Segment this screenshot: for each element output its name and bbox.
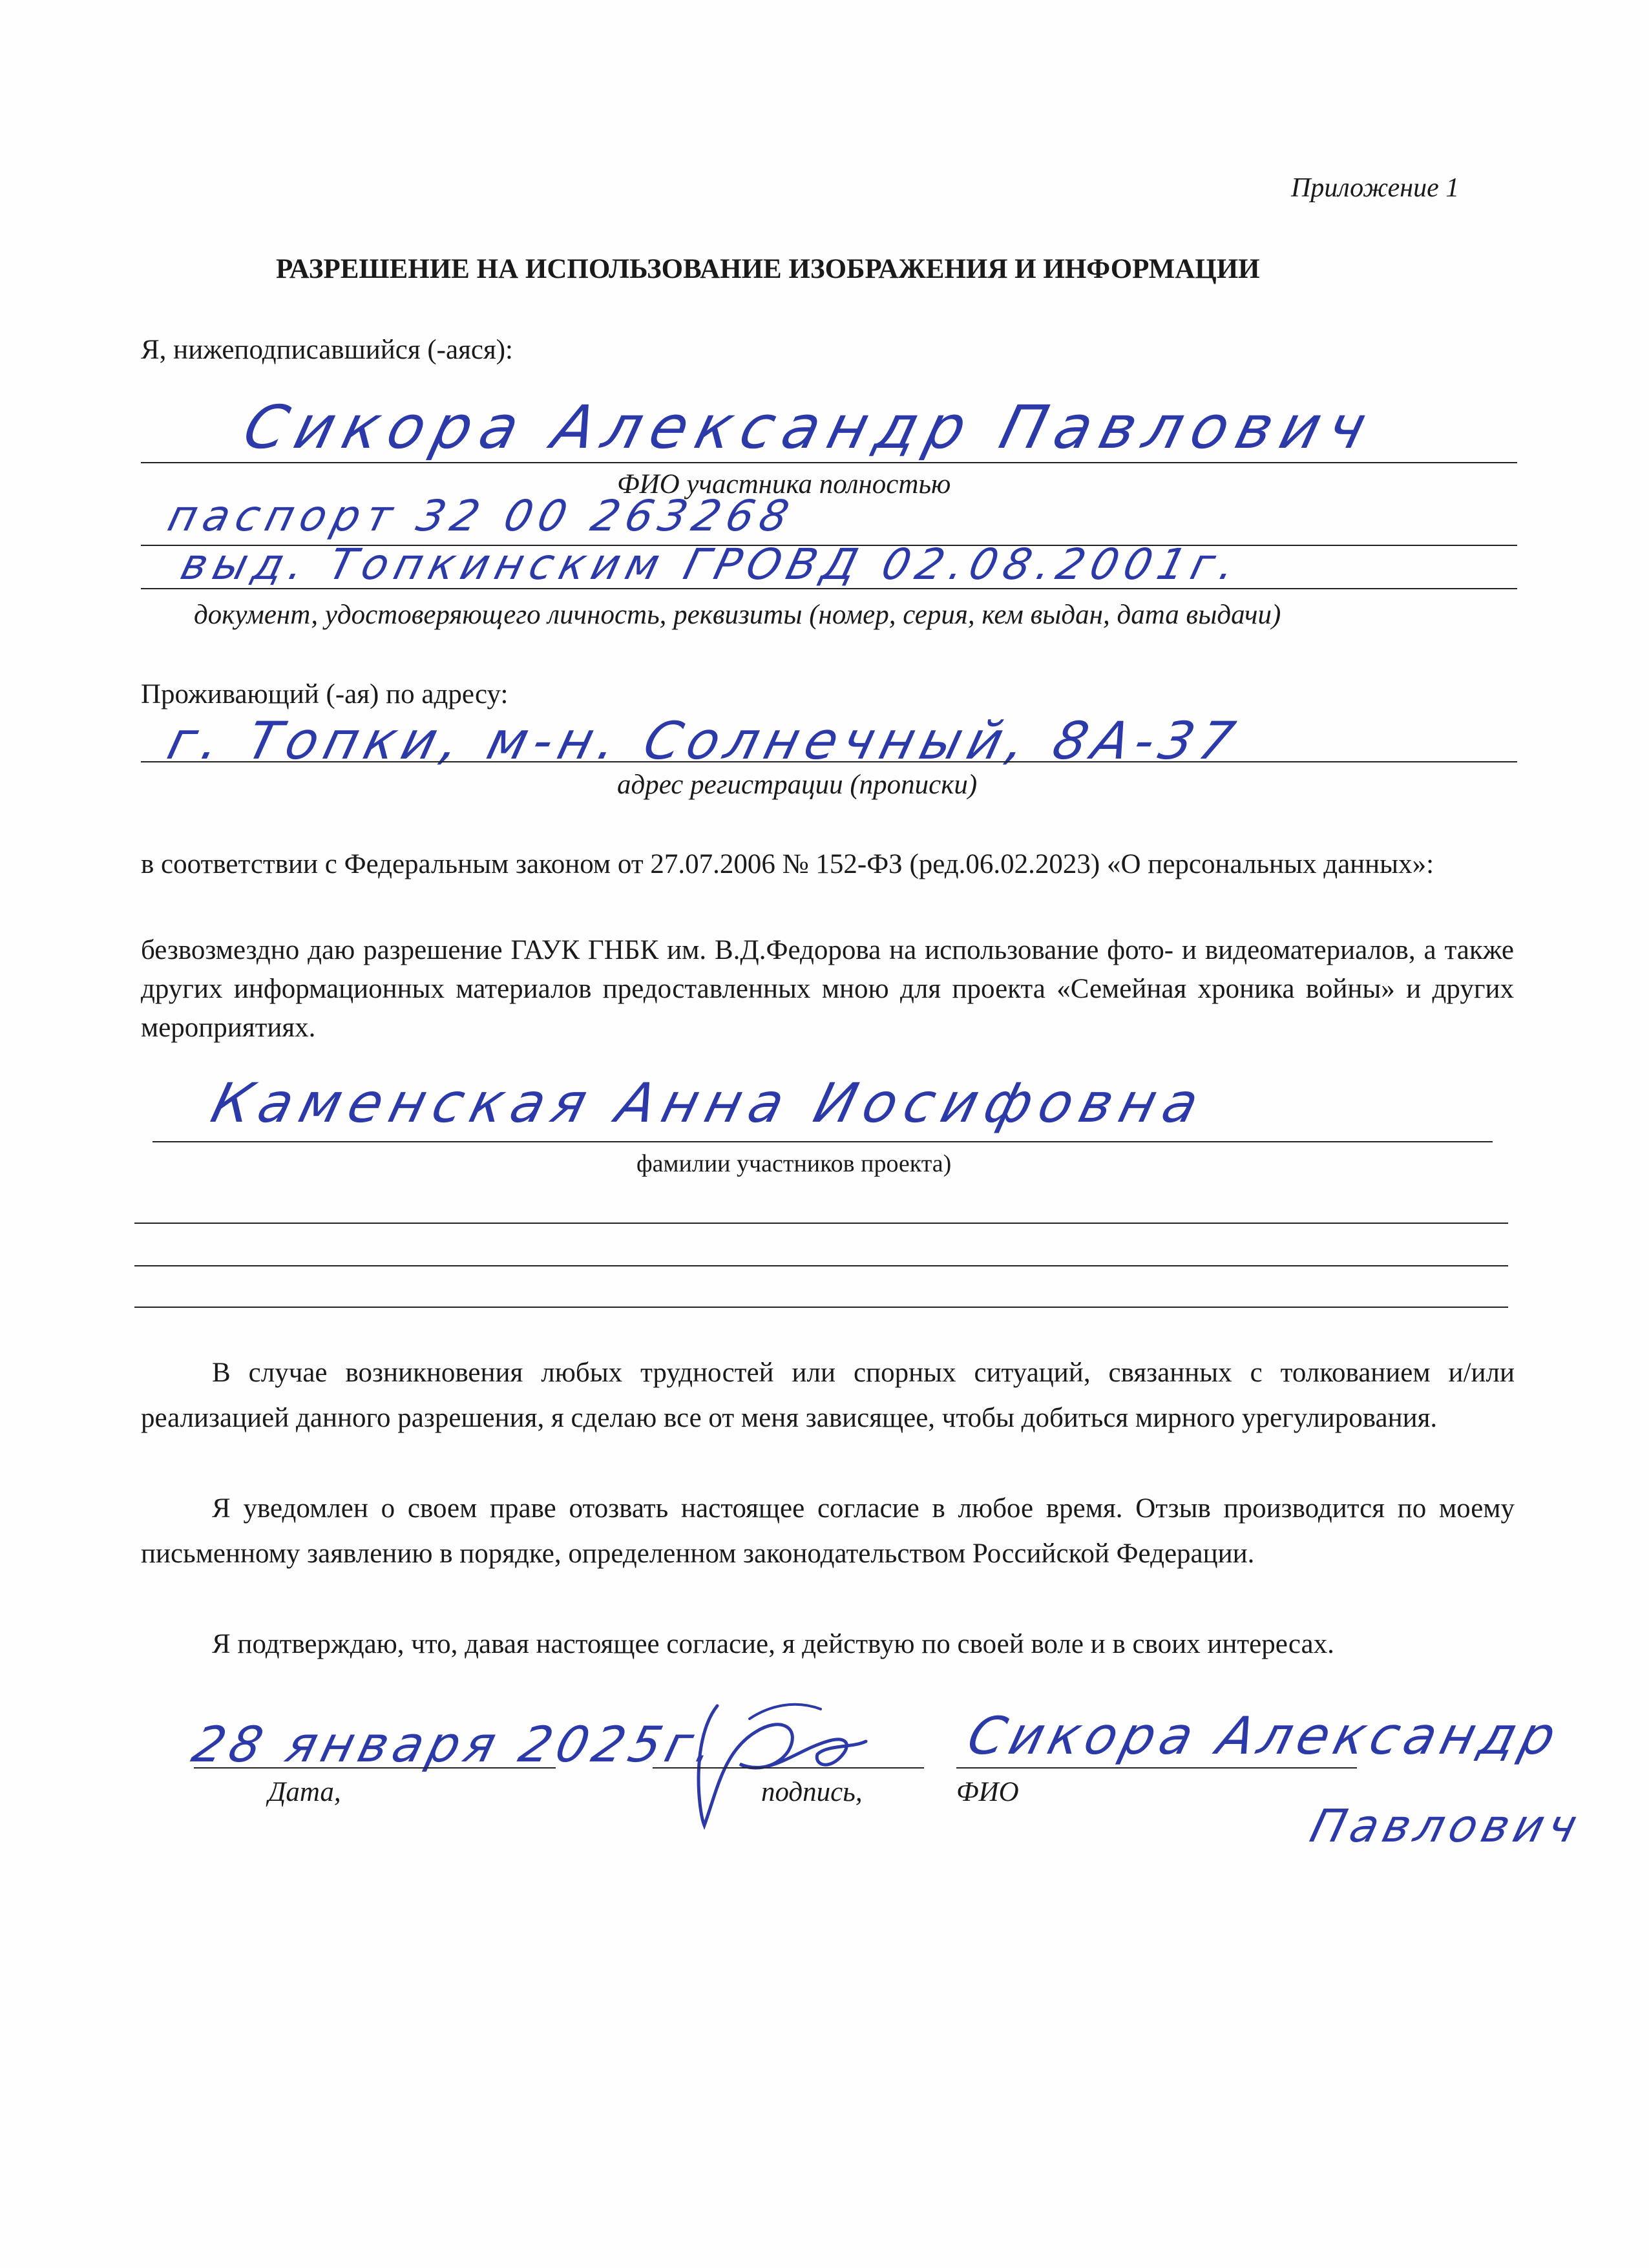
fio-signature-handwritten-line2: Павлович [1305, 1800, 1588, 1853]
law-text: в соответствии с Федеральным законом от 27.07.2006 № 152-ФЗ (ред.06.02.2023) «О персональных данных»: [141, 849, 1434, 879]
fio-signature-underline [956, 1767, 1357, 1769]
paragraph-revocation [141, 1486, 1515, 1577]
address-caption: адрес регистрации (прописки) [617, 770, 978, 800]
paragraph-disputes-text: В случае возникновения любых трудностей или спорных ситуаций, связанных с толкованием и/или реализацией данного разрешения, я сделаю все от меня зависящее, чтобы добиться мирного урегулирования. [141, 1358, 1515, 1433]
date-caption: Дата, [268, 1777, 341, 1807]
address-handwritten: г. Топки, м-н. Солнечный, 8А-37 [162, 711, 1247, 771]
fio-signature-handwritten-line1: Сикора Александр [961, 1706, 1567, 1766]
participants-handwritten: Каменская Анна Иосифовна [205, 1071, 1213, 1135]
fio-caption: ФИО участника полностью [617, 469, 951, 499]
document-caption: документ, удостоверяющего личность, реквизиты (номер, серия, кем выдан, дата выдачи) [194, 600, 1281, 630]
date-underline [194, 1767, 556, 1769]
participants-caption: фамилии участников проекта) [636, 1150, 952, 1177]
paragraph-revocation-text: Я уведомлен о своем праве отозвать настоящее согласие в любое время. Отзыв производится по моему письменному заявлению в порядке, определенном законодательством Российской Федерации. [141, 1493, 1515, 1569]
paragraph-confirmation [141, 1622, 1515, 1667]
document-handwritten-line2: выд. Топкинским ГРОВД 02.08.2001г. [176, 540, 1247, 589]
signature-mark [678, 1680, 872, 1835]
fio-underline [141, 462, 1517, 463]
participants-blank-line-2 [134, 1265, 1508, 1266]
participants-underline [152, 1141, 1493, 1142]
paragraph-confirmation-text: Я подтверждаю, что, давая настоящее согласие, я действую по своей воле и в своих интересах. [212, 1629, 1334, 1659]
date-handwritten: 28 января 2025г. [186, 1716, 726, 1773]
intro-text: Я, нижеподписавшийся (-аяся): [141, 335, 513, 365]
address-underline [141, 761, 1517, 762]
participants-blank-line-3 [134, 1307, 1508, 1308]
grant-text: безвозмездно даю разрешение ГАУК ГНБК им. В.Д.Федорова на использование фото- и видеоматериалов, а также других информационных материалов предоставленных мною для проекта «Семейная хроника войны» и других мероприятиях. [141, 935, 1514, 1043]
address-label: Проживающий (-ая) по адресу: [141, 679, 509, 709]
document-handwritten-line1: паспорт 32 00 263268 [163, 491, 801, 541]
fio-signature-caption: ФИО [956, 1777, 1019, 1807]
document-title: РАЗРЕШЕНИЕ НА ИСПОЛЬЗОВАНИЕ ИЗОБРАЖЕНИЯ И ИНФОРМАЦИИ [276, 254, 1260, 284]
document-underline-2 [141, 588, 1517, 589]
appendix-label: Приложение 1 [1291, 173, 1460, 203]
signature-underline [653, 1767, 924, 1769]
signature-caption: подпись, [761, 1777, 863, 1807]
paragraph-disputes [141, 1350, 1515, 1441]
participants-blank-line-1 [134, 1223, 1508, 1224]
fio-handwritten: Сикора Александр Павлович [236, 393, 1382, 462]
